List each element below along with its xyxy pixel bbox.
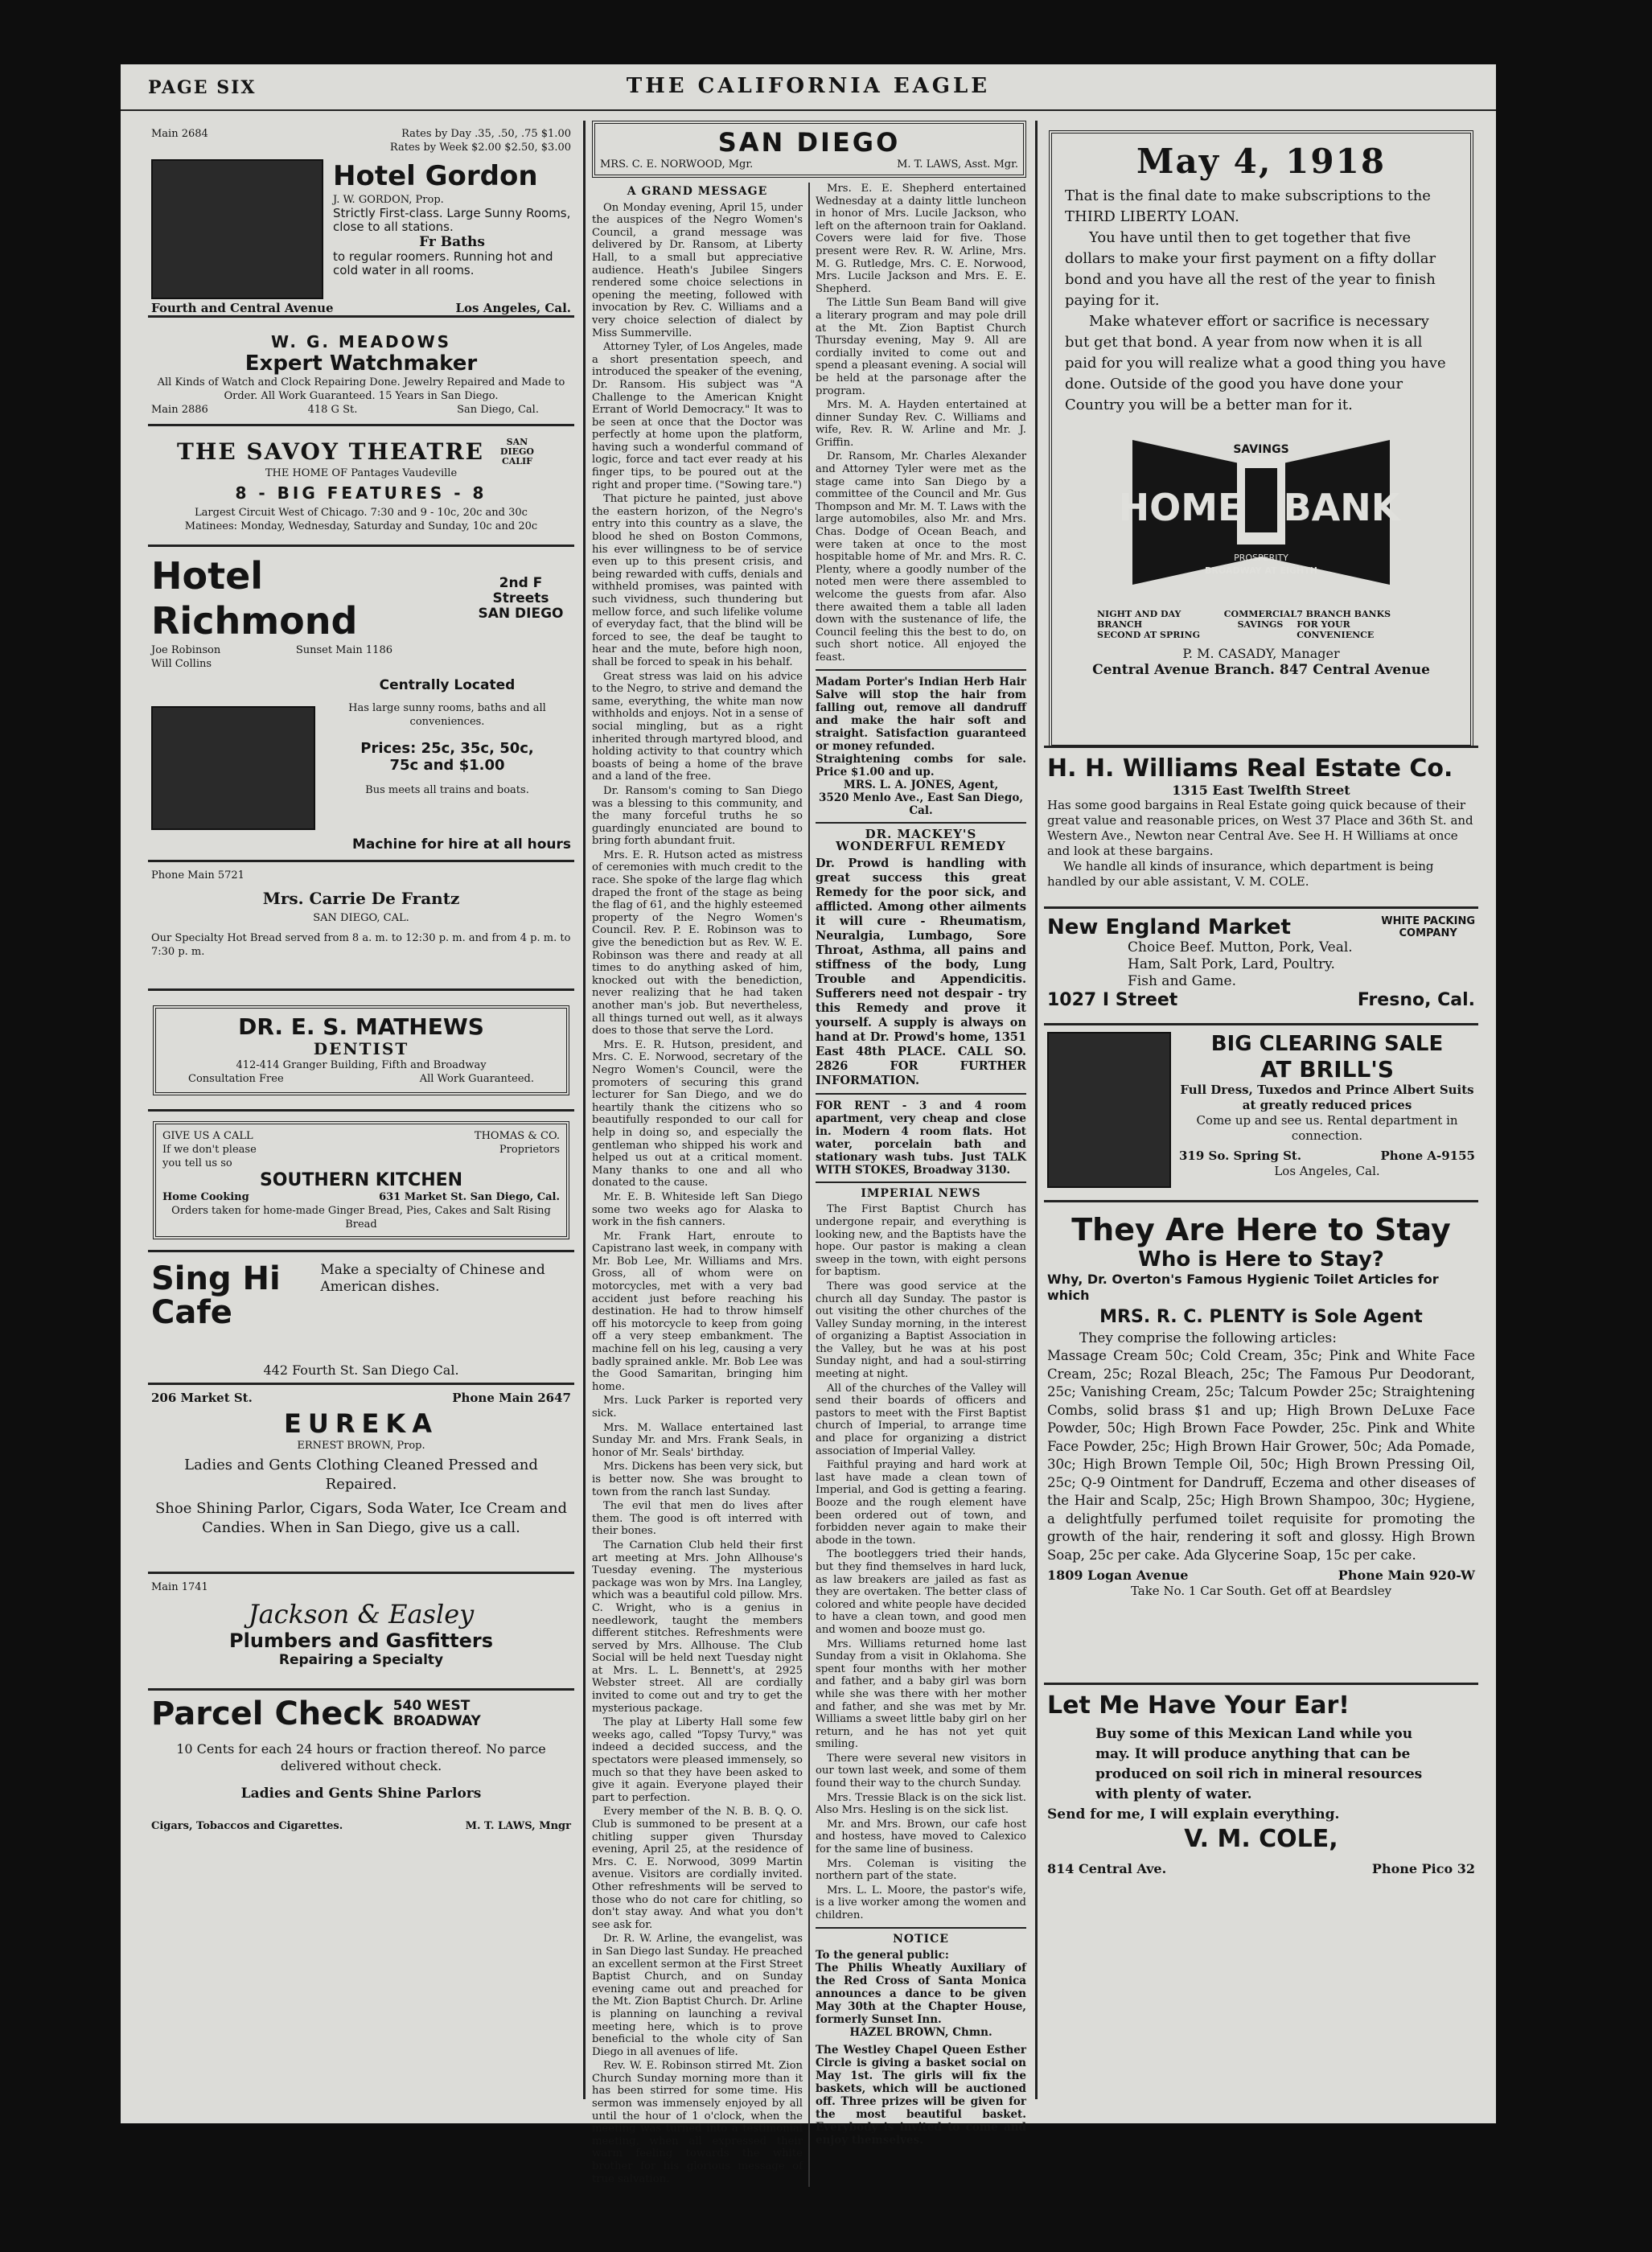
line2: Shoe Shining Parlor, Cigars, Soda Water, Ice Cream and Candies. When in San Diego, give us a call.	[154, 1500, 568, 1536]
text2: You have until then to get together that five dollars to make your first payment on a fifty dollar bond and you have all the rest of the year to finish paying for it.	[1065, 229, 1436, 309]
news-paragraph: Mrs. L. L. Moore, the pastor's wife, is a live worker among the women and children.	[816, 1884, 1026, 1921]
hotel-name: Hotel Gordon	[333, 160, 538, 192]
news-paragraph: The bootleggers tried their hands, but they find themselves in hard luck, as law breakers are jailed as fast as they are overtaken. The better class of colored and white people have decided to have a clean town, and good men and women and booze must go.	[816, 1548, 1026, 1636]
addr: 442 Fourth St. San Diego Cal.	[263, 1362, 459, 1378]
bank-savings2: SAVINGS	[1237, 619, 1284, 630]
line1: Ladies and Gents Clothing Cleaned Pressed and Repaired.	[184, 1457, 538, 1493]
city: Los Angeles, Cal.	[455, 301, 571, 315]
news-paragraph: Mrs. M. Wallace entertained last Sunday Mr. and Mrs. Frank Seals, in honor of Mr. Seals' birthday.	[592, 1421, 803, 1459]
car: Take No. 1 Car South. Get off at Beardsley	[1130, 1584, 1392, 1598]
news-paragraph: Great stress was laid on his advice to the Negro, to strive and demand the same, everything, the white man now withholds and enjoys. Not in a sense of social mingling, but as a right inherited through martyred blood, and holding activity to that country which boasts of being a home of the brave and a land of the free.	[592, 670, 803, 783]
phone: Sunset Main 1186	[295, 644, 392, 656]
prices: Prices: 25c, 35c, 50c,	[360, 740, 534, 757]
name: New England Market	[1047, 915, 1291, 939]
line: Fish and Game.	[1128, 973, 1236, 989]
news-paragraph: On Monday evening, April 15, under the auspices of the Negro Women's Council, a grand message was delivered by Dr. Ransom, at Liberty Hall, to a small but appreciative audience. Heath's Jubilee Singers rendered some choice selections in opening the meeting, followed with invocation by Rev. C. Williams and a very choice selection of dialect by Miss Summerville.	[592, 201, 803, 339]
company: WHITE PACKING	[1381, 915, 1475, 927]
comb: Straightening combs for sale. Price $1.00 and up.	[816, 752, 1026, 779]
hotel-photo	[151, 706, 315, 830]
streets: 2nd F Streets	[492, 574, 549, 606]
addr: 1809 Logan Avenue	[1047, 1568, 1189, 1583]
news-paragraph: The play at Liberty Hall some few weeks ago, called "Topsy Turvy," was indeed a decided success, and the spectators were pleased immensely, so much so that they have been asked to give it again. Everyone played their part to perfection.	[592, 1716, 803, 1804]
line1: Why, Dr. Overton's Famous Hygienic Toilet Articles for which	[1047, 1272, 1439, 1303]
imperial-title: IMPERIAL NEWS	[861, 1186, 981, 1200]
bank-savings: SAVINGS	[1233, 443, 1289, 456]
title: Expert Watchmaker	[245, 351, 478, 376]
text2: We handle all kinds of insurance, which department is being handled by our able assistant, V. M. COLE.	[1047, 859, 1434, 889]
rooms: Has large sunny rooms, baths and all conveniences.	[348, 702, 546, 728]
name: Sing Hi Cafe	[151, 1260, 281, 1331]
address: Fourth and Central Avenue	[151, 301, 334, 315]
prop: ERNEST BROWN, Prop.	[297, 1440, 425, 1452]
ad-hotel-gordon	[148, 121, 574, 318]
home: THE HOME OF Pantages Vaudeville	[265, 467, 458, 479]
city: SAN DIEGO CALIF	[499, 437, 534, 466]
name: Parcel Check	[151, 1695, 384, 1732]
news-paragraph: The Little Sun Beam Band will give a literary program and may pole drill at the Mt. Zion Baptist Church Thursday evening, May 9. All are cordially invited to come out and spend a pleasant evening. A social will be held at the parsonage after the program.	[816, 297, 1026, 397]
call: GIVE US A CALL	[162, 1130, 253, 1142]
column-rule	[583, 121, 586, 2099]
props: Proprietors	[499, 1144, 560, 1156]
ad-savoy	[148, 426, 574, 547]
news-column	[592, 183, 803, 2187]
news-paragraph: Mrs. Luck Parker is reported very sick.	[592, 1395, 803, 1420]
city: Los Angeles, Cal.	[1274, 1164, 1380, 1178]
news-paragraph: There was good service at the church all day Sunday. The pastor is out visiting the other churches of the Valley Sunday morning, in the interest of organizing a Baptist Association in the Valley, but he was at his post Sunday night, and had a soul-stirring meeting at night.	[816, 1280, 1026, 1381]
addr: 206 Market St.	[151, 1391, 253, 1405]
ad-plenty-toilet-articles	[1044, 1202, 1478, 1685]
bank-prosperity: PROSPERITY	[1234, 553, 1288, 563]
news-column	[816, 183, 1026, 2187]
city: San Diego, Cal.	[457, 404, 539, 416]
text: The Westley Chapel Queen Esther Circle is giving a basket social on May 1st. The girls will fix the baskets, which will be auctioned off. Three prizes will be given for the most beautiful basket. Everybody is invited to come and enjoy themselves.	[816, 2044, 1026, 2147]
text3: Make whatever effort or sacrifice is necessary but get that bond. A year from now when it is all paid for you will realize what a good thing you have done. Outside of the good you have done your Country you will be a better man for it.	[1065, 313, 1446, 413]
column-rule	[1035, 121, 1038, 2099]
ad-eureka	[148, 1385, 574, 1574]
news-paragraph: Mrs. Coleman is visiting the northern part of the state.	[816, 1857, 1026, 1883]
cigars: Cigars, Tobaccos and Cigarettes.	[151, 1820, 343, 1832]
bank-broadway: BROADWAY AT EIGHTH	[1205, 565, 1317, 576]
street: 1027 I Street	[1047, 990, 1178, 1010]
title: DR. MACKEY'S WONDERFUL REMEDY	[836, 826, 1006, 854]
news-paragraph: Rev. W. E. Robinson stirred Mt. Zion Church Sunday morning more than it has been stirred for some time. His sermon was immensely enjoyed by all until the hour of 1 o'clock, when the meeting was turned into a testimonial meeting, when all expressed their warm feeling towards the white brother for his glorious message of true salvation.	[592, 2060, 803, 2185]
text: Buy some of this Mexican Land while you may. It will produce anything that can be produced on soil rich in mineral resources with plenty of water.	[1095, 1726, 1423, 1802]
text2: Come up and see us. Rental department in connection.	[1196, 1113, 1458, 1143]
bank-home: HOME	[1118, 486, 1243, 529]
inner-rule	[808, 183, 810, 2187]
line: Ham, Salt Pork, Lard, Poultry.	[1128, 956, 1335, 972]
newspaper-page	[121, 64, 1496, 2185]
title: BIG CLEARING SALE	[1210, 1032, 1444, 1056]
news-paragraph: The evil that men do lives after them. The good is oft interred with their bones.	[592, 1500, 803, 1538]
city: SAN DIEGO, CAL.	[313, 912, 409, 924]
name: Hotel Richmond	[151, 554, 358, 643]
company: COMPANY	[1399, 927, 1457, 939]
name: V. M. COLE,	[1184, 1825, 1338, 1853]
ad-new-england-market	[1044, 909, 1478, 1025]
home-savings-bank-logo	[1116, 424, 1406, 601]
bus: Bus meets all trains and boats.	[365, 784, 529, 796]
shine: Ladies and Gents Shine Parlors	[240, 1786, 482, 1802]
ad-defrantz	[148, 862, 574, 991]
ad-southern-kitchen	[148, 1112, 574, 1252]
ad-jackson-easley	[148, 1574, 574, 1691]
dont: you tell us so	[162, 1157, 232, 1169]
name: EUREKA	[284, 1408, 438, 1439]
masthead	[121, 64, 1496, 111]
consult: Consultation Free	[188, 1073, 284, 1085]
spec: Make a specialty of Chinese and American dishes.	[320, 1262, 545, 1295]
phone: Phone Main 2647	[452, 1391, 571, 1405]
name: H. H. Williams Real Estate Co.	[1047, 754, 1453, 783]
line1: All Kinds of Watch and Clock Repairing Done. Jewelry Repaired and Made to Order. All Work Guaranteed. 15 Years in San Diego.	[157, 376, 565, 402]
news-paragraph: Mrs. M. A. Hayden entertained at dinner Sunday Rev. C. Williams and wife, Rev. R. W. Arline and Mr. J. Griffin.	[816, 399, 1026, 449]
rates-week: Rates by Week $2.00 $2.50, $3.00	[389, 142, 571, 154]
name: W. G. MEADOWS	[270, 332, 452, 351]
news-paragraph: Mrs. E. E. Shepherd entertained Wednesday at a dainty little luncheon in honor of Mrs. Lucile Jackson, who left on the afternoon train for Oakland. Covers were laid for five. Those present were Rev. R. W. Arline, Mrs. M. G. Rutledge, Mrs. C. E. Norwood, Mrs. Lucile Jackson and Mrs. E. E. Shepherd.	[816, 183, 1026, 295]
news-paragraph: Dr. Ransom's coming to San Diego was a blessing to this community, and the many forceful truths he so guardingly enunciated are bound to bring forth abundant fruit.	[592, 784, 803, 848]
column-middle	[592, 121, 1026, 2185]
news-paragraph: Mrs. Dickens has been very sick, but is better now. She was brought to town from the ranch last Sunday.	[592, 1461, 803, 1498]
owner: Joe Robinson	[151, 644, 221, 656]
news-paragraph: Mrs. E. R. Hutson, president, and Mrs. C. E. Norwood, secretary of the Negro Women's Council, were the promoters of securing this grand lecturer for San Diego, and we do heartily thank the citizens who so beautifully responded to our call for help in doing so, and especially the gentleman who shipped his work and helped us out at a critical moment. Many thanks to one and all who donated to the cause.	[592, 1038, 803, 1190]
news-paragraph: Mr. E. B. Whiteside left San Diego some two weeks ago for Alaska to work in the fish canners.	[592, 1190, 803, 1229]
bank-night: NIGHT AND DAY BRANCH	[1097, 609, 1181, 630]
text: The Philis Wheatly Auxiliary of the Red Cross of Santa Monica announces a dance to be given May 30th at the Chapter House, formerly Sunset Inn.	[816, 1962, 1026, 2027]
column-left	[148, 121, 574, 2107]
news-paragraph: Dr. Ransom, Mr. Charles Alexander and Attorney Tyler were met as the stage came into San Diego by a committee of the Council and Mr. Gus Thompson and Mr. M. T. Laws with the large automobiles, also Mr. and Mrs. Chas. Dodge of Ocean Beach, and were taken at once to the most hospitable home of Mr. and Mrs. R. C. Plenty, where a goodly number of the noted men were there assembled to welcome the guests from afar. Also there awaited them a table all laden down with the sustenance of life, the Council feeling this the best to do, on such short notice. All enjoyed the feast.	[816, 450, 1026, 664]
title: DENTIST	[313, 1039, 409, 1058]
title: Plumbers and Gasfitters	[229, 1629, 493, 1652]
features: 8 - BIG FEATURES - 8	[235, 483, 487, 503]
ad-liberty-loan	[1044, 121, 1478, 748]
addr: 814 Central Ave.	[1047, 1861, 1167, 1876]
bank-bank: BANK	[1283, 486, 1400, 529]
news-paragraph: Mrs. E. R. Hutson acted as mistress of ceremonies with much credit to the race. She spoke of the large flag which draped the front of the stage as being the flag of 61, and the highly esteemed property of the Negro Women's Council. Rev. P. E. Robinson was to give the benediction but as Rev. W. E. Robinson was there and ready at all times to do anything asked of him, knocked out with the benediction, never realizing that he had taken another man's job. But nevertheless, all things turned out well, as it always does to those that serve the Lord.	[592, 849, 803, 1038]
bank-second: SECOND AT SPRING	[1097, 630, 1200, 640]
line2: Matinees: Monday, Wednesday, Saturday and Sunday, 10c and 20c	[184, 520, 538, 532]
addr: 418 G St.	[307, 404, 358, 416]
prices: 75c and $1.00	[389, 757, 505, 774]
page-label: PAGE SIX	[148, 77, 257, 98]
phone: Phone Main 5721	[151, 869, 245, 881]
ad-brills	[1044, 1025, 1478, 1202]
hotel-photo	[151, 159, 323, 299]
bank-logo-icon	[1116, 424, 1406, 601]
ad-mackey	[816, 828, 1026, 1088]
phone: Phone A-9155	[1380, 1149, 1475, 1163]
ad-for-rent: FOR RENT - 3 and 4 room apartment, very cheap and close in. Modern 4 room flats. Hot water, porcelain bath and stationary wash tubs. Just TALK WITH STOKES, Broadway 3130.	[816, 1099, 1026, 1177]
orders: Orders taken for home-made Ginger Bread, Pies, Cakes and Salt Rising Bread	[171, 1205, 551, 1231]
addr: 319 So. Spring St.	[1179, 1149, 1302, 1163]
phone: Main 2886	[151, 404, 208, 416]
intro: They comprise the following articles:	[1079, 1330, 1337, 1346]
bank-conv: FOR YOUR CONVENIENCE	[1297, 619, 1375, 640]
name: Mrs. Carrie De Frantz	[262, 889, 460, 908]
phone: Main 1741	[151, 1581, 208, 1593]
phone: Main 2684	[151, 128, 208, 140]
addr: 1315 East Twelfth Street	[1172, 783, 1350, 798]
spec: Repairing a Specialty	[278, 1652, 444, 1668]
ad-meadows	[148, 318, 574, 426]
news-paragraph: Mrs. Tressie Black is on the sick list. Also Mrs. Hesling is on the sick list.	[816, 1791, 1026, 1817]
news-paragraph: Every member of the N. B. B. Q. O. Club is summoned to be present at a chitling supper given Thursday evening, April 25, at the residence of Mrs. C. E. Norwood, 3099 Martin avenue. Visitors are cordially invited. Other refreshments will be served to those who do not care for chitling, so don't stay away. And what you don't see ask for.	[592, 1806, 803, 1931]
san-diego-header	[592, 121, 1026, 178]
line: Choice Beef. Mutton, Pork, Veal.	[1128, 939, 1353, 955]
desc2: to regular roomers. Running hot and cold water in all rooms.	[333, 249, 553, 277]
prop: J. W. GORDON, Prop.	[333, 194, 444, 206]
name: THE SAVOY THEATRE	[177, 438, 484, 465]
addr: BROADWAY	[392, 1713, 481, 1729]
news-paragraph: Mr. and Mrs. Brown, our cafe host and hostess, have moved to Calexico for the same line of business.	[816, 1818, 1026, 1856]
news-paragraph: There were several new visitors in our town last week, and some of them found their way to the church Sunday.	[816, 1752, 1026, 1790]
section-title: SAN DIEGO	[717, 127, 901, 158]
agent: MRS. R. C. PLENTY is Sole Agent	[1099, 1307, 1423, 1327]
notice	[816, 1949, 1026, 2147]
news-paragraph: Attorney Tyler, of Los Angeles, made a short presentation speech, and introduced the speaker of the evening, Dr. Ransom. His subject was "A Challenge to the American Knight Errant of World Democracy." It was to be seen at once that the Doctor was perfectly at home upon the platform, having such a wonderful command of logic, force and tact ever ready at his finger tips, to be poured out at the right and proper time. ("Sowing tare.")	[592, 341, 803, 491]
news-paragraph: All of the churches of the Valley will send their boards of officers and pastors to meet with the First Baptist church of Imperial, to arrange time and place for organizing a district association of Imperial Valley.	[816, 1382, 1026, 1457]
text: Madam Porter's Indian Herb Hair Salve will stop the hair from falling out, remove all dandruff and make the hair soft and straight. Satisfaction guaranteed or money refunded.	[816, 675, 1026, 753]
addr: 631 Market St. San Diego, Cal.	[379, 1191, 560, 1203]
column-right	[1044, 121, 1478, 2107]
machine: Machine for hire at all hours	[351, 836, 571, 853]
owner: Will Collins	[151, 658, 212, 670]
name: Jackson & Easley	[248, 1599, 475, 1629]
text: Full Dress, Tuxedos and Prince Albert Suits at greatly reduced prices	[1180, 1083, 1474, 1112]
agent: MRS. L. A. JONES, Agent,	[843, 778, 999, 791]
ad-parcel-check	[148, 1691, 574, 1868]
home: Home Cooking	[162, 1191, 249, 1203]
sub: Who is Here to Stay?	[1138, 1247, 1384, 1272]
line: Our Specialty Hot Bread served from 8 a. m. to 12:30 p. m. and from 4 p. m. to 7:30 p. m.	[151, 932, 571, 958]
addr: 3520 Menlo Ave., East San Diego, Cal.	[818, 791, 1024, 817]
rates-day: Rates by Day .35, .50, .75 $1.00	[401, 128, 571, 140]
salute: To the general public:	[816, 1949, 949, 1962]
list: Massage Cream 50c; Cold Cream, 35c; Pink and White Face Cream, 25c; Rozal Bleach, 25c; The Famous Pur Deodorant, 25c; Vanishing Cream, 25c; Talcum Powder 25c; Straightening Combs, solid brass $1 and up; High Brown DeLuxe Face Powder, 50c; High Brown Face Powder, 25c. Pink and White Face Powder, 25c; High Brown Hair Grower, 50c; Ada Pomade, 30c; High Brown Temple Oil, 50c; High Brown Pressing Oil, 25c; Q-9 Ointment for Dandruff, Eczema and other diseases of the Hair and Scalp, 25c; High Brown Shampoo, 30c; Hygiene, a delightfully perfumed toilet requisite for promoting the growth of the hair, rendering it soft and glossy. High Brown Soap, 25c per cake. Ada Glycerine Soap, 15c per cake.	[1047, 1348, 1475, 1563]
rate: 10 Cents for each 24 hours or fraction thereof. No parce delivered without check.	[176, 1741, 546, 1773]
title: AT BRILL'S	[1260, 1056, 1395, 1083]
news-paragraph: Mrs. Williams returned home last Sunday from a visit in Oklahoma. She spent four months with her mother and father, and a baby girl was born while she was there with her mother and father, and she was met by Mr. Williams a sweet little baby girl on her return, and he has not yet quit smiling.	[816, 1638, 1026, 1751]
ad-porter	[816, 676, 1026, 817]
sign: HAZEL BROWN, Chmn.	[849, 2026, 992, 2040]
bank-branch: 7 BRANCH BANKS	[1297, 609, 1391, 619]
located: Centrally Located	[379, 677, 516, 693]
line1: Largest Circuit West of Chicago. 7:30 and 9 - 10c, 20c and 30c	[195, 507, 528, 519]
addr: 540 WEST	[392, 1698, 471, 1714]
text1: That is the final date to make subscriptions to the THIRD LIBERTY LOAN.	[1065, 187, 1431, 225]
news-paragraph: Mr. Frank Hart, enroute to Capistrano last week, in company with Mr. Bob Lee, Mr. Williams and Mrs. Gross, all of whom were on motorcycles, met with a very bad accident just before reaching his destination. He had to throw himself off his motorcycle to keep from going off a very steep embankment. The machine fell on his leg, causing a very badly sprained ankle. Mr. Bob Lee was the Good Samaritan, bringing him home.	[592, 1230, 803, 1393]
baths: Fr Baths	[419, 234, 485, 250]
date: May 4, 1918	[1136, 142, 1387, 181]
news-paragraph: Faithful praying and hard work at last have made a clean town of Imperial, and God is getting a fearing. Booze and the rough element have been ordered out of town, and forbidden never again to make their abode in the town.	[816, 1459, 1026, 1547]
work: All Work Guaranteed.	[419, 1073, 534, 1085]
news-paragraph: The Carnation Club held their first art meeting at Mrs. John Allhouse's Tuesday evening. The mysterious package was won by Mrs. Ina Langley, which was a beautiful cold pillow. Mrs. C. Wright, who is a genius in needlework, taught the members different stitches. Refreshments were served by Mrs. Allhouse. The Club Social will be held next Tuesday night at Mrs. L. L. Bennett's, at 2925 Webster street. All are cordially invited to come out and try to get the mysterious package.	[592, 1539, 803, 1715]
phone: Phone Pico 32	[1371, 1861, 1475, 1876]
ad-williams-real-estate	[1044, 748, 1478, 909]
newspaper-title: THE CALIFORNIA EAGLE	[626, 74, 991, 98]
notice-title: NOTICE	[893, 1932, 949, 1946]
desc: Strictly First-class. Large Sunny Rooms, close to all stations.	[333, 206, 571, 234]
mgr: M. T. LAWS, Mngr	[465, 1820, 571, 1832]
ad-cole-mexican-land	[1044, 1685, 1478, 1894]
phone: Phone Main 920-W	[1338, 1568, 1475, 1583]
manager: MRS. C. E. NORWOOD, Mgr.	[600, 158, 754, 171]
city: Fresno, Cal.	[1357, 990, 1475, 1010]
text: Dr. Prowd is handling with great success this great Remedy for the poor sick, and afflicted. Among other ailments it will cure - Rheumatism, Neuralgia, Lumbago, Sore Throat, Asthma, all pains and stiffness of the body, Lung Trouble and Appendicitis. Sufferers need not despair - try this Remedy and prove it yourself. A supply is always on hand at Dr. Prowd's home, 1351 East 48th PLACE. CALL SO. 2826 FOR FURTHER INFORMATION.	[816, 856, 1026, 1087]
ad-mathews	[148, 991, 574, 1112]
headline: A GRAND MESSAGE	[627, 185, 768, 198]
addr: 412-414 Granger Building, Fifth and Broadway	[236, 1059, 487, 1071]
owners: THOMAS & CO.	[474, 1130, 560, 1142]
text: Has some good bargains in Real Estate going quick because of their great value and reasonable prices, on West 37 Place and 36th St. and Western Ave., Newton near Central Ave. See H. H Williams at once and look at these bargains.	[1047, 798, 1473, 858]
news-paragraph: That picture he painted, just above the eastern horizon, of the Negro's entry into this country as a slave, the blood he shed on Boston Commons, his ever willingness to be of service even up to this present crisis, and being rewarded with cuffs, denials and withheld promises, was painted with such vividness, such thundering but mellow force, and such lifelike volume of everyday fact, that the blind will be forced to see, the deaf be taught to hear and the mute, before high noon, shall be forced to speak in his behalf.	[592, 493, 803, 668]
news-paragraph: Dr. R. W. Arline, the evangelist, was in San Diego last Sunday. He preached an excellent sermon at the First Street Baptist Church, and on Sunday evening came out and preached for the Mt. Zion Baptist Church. Dr. Arline is planning on launching a revival meeting here, which is to prove beneficial to the whole city of San Diego in all avenues of life.	[592, 1933, 803, 2058]
ad-hotel-richmond	[148, 547, 574, 862]
send: Send for me, I will explain everything.	[1047, 1806, 1340, 1823]
central: Central Avenue Branch. 847 Central Avenue	[1092, 662, 1430, 678]
suit-photo	[1047, 1032, 1171, 1188]
news-paragraph: The First Baptist Church has undergone repair, and everything is looking new, and the Baptists have the hope. Our pastor is making a clean sweep in the town, with eight persons for baptism.	[816, 1203, 1026, 1279]
name: SOUTHERN KITCHEN	[259, 1170, 463, 1190]
title: Let Me Have Your Ear!	[1047, 1691, 1350, 1720]
city: SAN DIEGO	[478, 605, 564, 622]
title: They Are Here to Stay	[1071, 1212, 1451, 1247]
assistant-manager: M. T. LAWS, Asst. Mgr.	[897, 158, 1018, 171]
dont: If we don't please	[162, 1144, 257, 1156]
ad-sing-hi	[148, 1252, 574, 1385]
bank-commercial: COMMERCIAL	[1223, 609, 1297, 619]
manager: P. M. CASADY, Manager	[1182, 646, 1340, 661]
name: DR. E. S. MATHEWS	[238, 1013, 484, 1040]
